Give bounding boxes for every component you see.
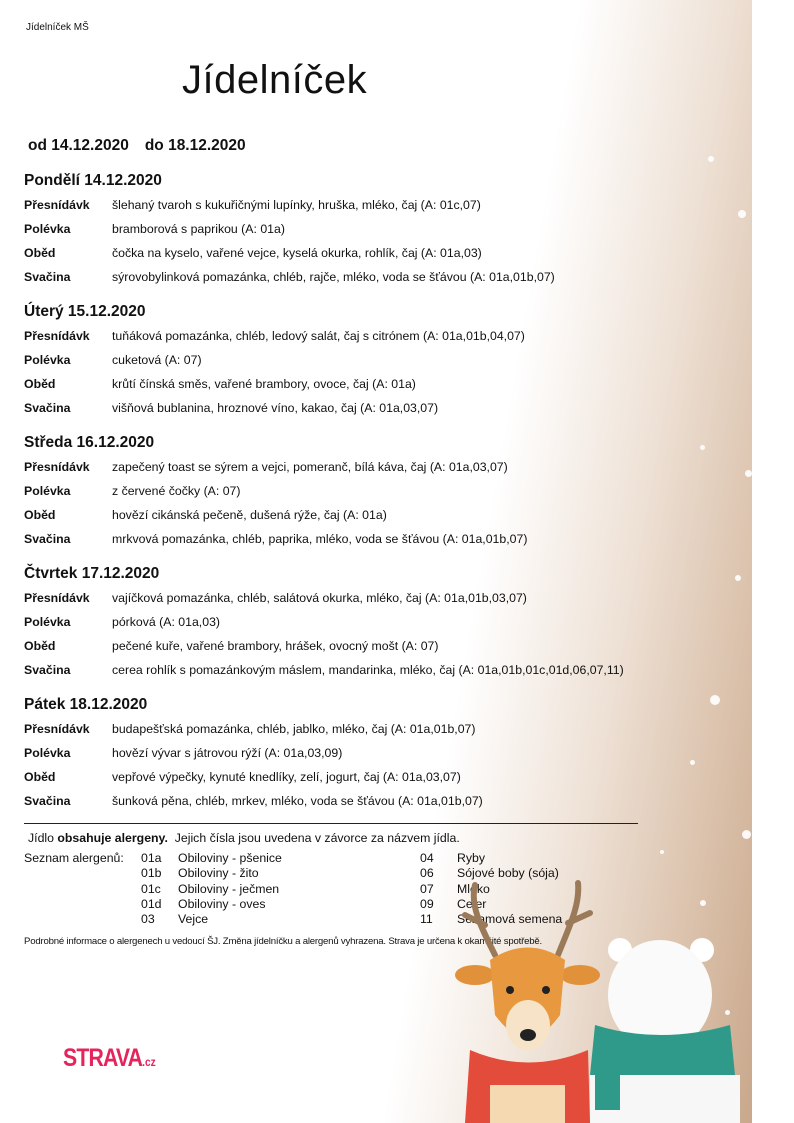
- meal-text: pórková (A: 01a,03): [112, 615, 221, 629]
- meal-text: šunková pěna, chléb, mrkev, mléko, voda se šťávou (A: 01a,01b,07): [112, 794, 483, 808]
- allergen-name: Obiloviny - pšenice: [178, 851, 282, 865]
- meal-label: Přesnídávk: [24, 722, 90, 736]
- meal-label: Přesnídávk: [24, 198, 90, 212]
- meal-label: Svačina: [24, 401, 71, 415]
- meal-row: [24, 222, 285, 246]
- allergen-name: Mléko: [457, 881, 490, 896]
- snow-dot: [660, 850, 664, 854]
- meal-row: [24, 508, 387, 532]
- meal-row: [24, 722, 476, 746]
- meal-row: [24, 794, 483, 818]
- allergen-code: 06: [420, 866, 434, 881]
- meal-row: [24, 270, 555, 294]
- snow-dot: [690, 760, 695, 765]
- meal-label: Přesnídávk: [24, 591, 90, 605]
- meal-text: vepřové výpečky, kynuté knedlíky, zelí, jogurt, čaj (A: 01a,03,07): [112, 770, 461, 784]
- snow-dot: [745, 470, 752, 477]
- allergen-list-label: Seznam alergenů:: [24, 851, 124, 865]
- meal-text: višňová bublanina, hroznové víno, kakao, čaj (A: 01a,03,07): [112, 401, 439, 415]
- meal-row: [24, 591, 527, 615]
- allergen-name: Sójové boby (sója): [457, 866, 559, 881]
- snow-dot: [700, 445, 705, 450]
- snow-dot: [710, 695, 720, 705]
- day-section: [24, 303, 525, 425]
- date-range: [28, 137, 262, 155]
- meal-label: Oběd: [24, 508, 56, 522]
- meal-text: z červené čočky (A: 07): [112, 484, 241, 498]
- meal-text: hovězí vývar s játrovou rýží (A: 01a,03,09): [112, 746, 343, 760]
- meal-row: [24, 532, 528, 556]
- day-title: Pondělí 14.12.2020: [24, 172, 162, 189]
- allergen-code: 03: [141, 912, 155, 927]
- allergen-note: Jídlo obsahuje alergeny. Jejich čísla jsou uvedena v závorce za názvem jídla.: [28, 831, 460, 845]
- meal-label: Svačina: [24, 270, 71, 284]
- meal-text: cuketová (A: 07): [112, 353, 202, 367]
- snow-dot: [742, 830, 751, 839]
- meal-text: tuňáková pomazánka, chléb, ledový salát, čaj s citrónem (A: 01a,01b,04,07): [112, 329, 525, 343]
- meal-row: [24, 353, 202, 377]
- allergen-name: Sezamová semena: [457, 912, 563, 927]
- meal-row: [24, 460, 508, 484]
- snow-dot: [735, 575, 741, 581]
- meal-text: zapečený toast se sýrem a vejci, pomeranč, bílá káva, čaj (A: 01a,03,07): [112, 460, 508, 474]
- meal-row: [24, 639, 439, 663]
- allergen-name: Celer: [457, 896, 487, 911]
- allergen-code: 07: [420, 881, 434, 896]
- allergen-code: 11: [420, 912, 433, 927]
- allergen-code: 09: [420, 896, 434, 911]
- day-title: Středa 16.12.2020: [24, 434, 155, 451]
- meal-row: [24, 663, 624, 687]
- day-section: [24, 434, 528, 556]
- meal-text: hovězí cikánská pečeně, dušená rýže, čaj (A: 01a): [112, 508, 387, 522]
- meal-row: [24, 401, 439, 425]
- day-title: Úterý 15.12.2020: [24, 303, 146, 320]
- meal-text: sýrovobylinková pomazánka, chléb, rajče, mléko, voda se šťávou (A: 01a,01b,07): [112, 270, 555, 284]
- meal-label: Oběd: [24, 246, 56, 260]
- deer-icon: [455, 883, 600, 1123]
- allergen-name: Obiloviny - ječmen: [178, 881, 280, 896]
- meal-label: Polévka: [24, 615, 71, 629]
- meal-label: Svačina: [24, 663, 71, 677]
- meal-text: čočka na kyselo, vařené vejce, kyselá okurka, rohlík, čaj (A: 01a,03): [112, 246, 482, 260]
- day-title: Pátek 18.12.2020: [24, 696, 148, 713]
- meal-row: [24, 484, 241, 508]
- day-title: Čtvrtek 17.12.2020: [24, 565, 160, 582]
- meal-label: Přesnídávk: [24, 460, 90, 474]
- meal-row: [24, 770, 461, 794]
- polar-bear-icon: [590, 938, 740, 1123]
- meal-label: Polévka: [24, 353, 71, 367]
- meal-text: krůtí čínská směs, vařené brambory, ovoce, čaj (A: 01a): [112, 377, 416, 391]
- meal-text: šlehaný tvaroh s kukuřičnými lupínky, hruška, mléko, čaj (A: 01c,07): [112, 198, 481, 212]
- meal-row: [24, 246, 482, 270]
- meal-label: Přesnídávk: [24, 329, 90, 343]
- page-title: Jídelníček: [182, 58, 368, 102]
- meal-label: Svačina: [24, 794, 71, 808]
- date-from: od 14.12.2020: [28, 137, 129, 154]
- allergen-name: Obiloviny - oves: [178, 896, 266, 911]
- meal-text: vajíčková pomazánka, chléb, salátová okurka, mléko, čaj (A: 01a,01b,03,07): [112, 591, 527, 605]
- allergen-code: 01a: [141, 851, 162, 865]
- meal-label: Oběd: [24, 639, 56, 653]
- meal-label: Polévka: [24, 222, 71, 236]
- meal-text: budapešťská pomazánka, chléb, jablko, mléko, čaj (A: 01a,01b,07): [112, 722, 476, 736]
- document-header: Jídelníček MŠ: [26, 22, 89, 33]
- meal-label: Polévka: [24, 746, 71, 760]
- strava-logo: STRAVA.cz: [63, 1044, 156, 1072]
- meal-row: [24, 198, 481, 222]
- day-section: [24, 696, 483, 818]
- snow-dot: [708, 156, 714, 162]
- footer-note: Podrobné informace o alergenech u vedoucí ŠJ. Změna jídelníčku a alergenů vyhrazena. Strava je určena k okamžité spotřebě.: [24, 936, 542, 947]
- day-section: [24, 565, 624, 687]
- allergen-name: Vejce: [178, 912, 209, 927]
- meal-label: Oběd: [24, 770, 56, 784]
- allergen-code: 01d: [141, 896, 162, 911]
- day-section: [24, 172, 555, 294]
- meal-text: pečené kuře, vařené brambory, hrášek, ovocný mošt (A: 07): [112, 639, 439, 653]
- allergen-code: 04: [420, 851, 434, 865]
- deer-and-bear-illustration: [440, 875, 752, 1123]
- allergen-code: 01c: [141, 881, 161, 896]
- divider: [24, 823, 638, 824]
- meal-label: Polévka: [24, 484, 71, 498]
- meal-row: [24, 377, 416, 401]
- allergen-name: Ryby: [457, 851, 486, 865]
- meal-label: Oběd: [24, 377, 56, 391]
- date-to: do 18.12.2020: [144, 137, 246, 154]
- meal-text: mrkvová pomazánka, chléb, paprika, mléko, voda se šťávou (A: 01a,01b,07): [112, 532, 528, 546]
- allergen-name: Obiloviny - žito: [178, 866, 259, 881]
- meal-row: [24, 615, 221, 639]
- meal-row: [24, 746, 343, 770]
- meal-row: [24, 329, 525, 353]
- snow-dot: [738, 210, 746, 218]
- allergen-code: 01b: [141, 866, 162, 881]
- meal-text: cerea rohlík s pomazánkovým máslem, mandarinka, mléko, čaj (A: 01a,01b,01c,01d,06,07,11): [112, 663, 624, 677]
- meal-label: Svačina: [24, 532, 71, 546]
- meal-text: bramborová s paprikou (A: 01a): [112, 222, 285, 236]
